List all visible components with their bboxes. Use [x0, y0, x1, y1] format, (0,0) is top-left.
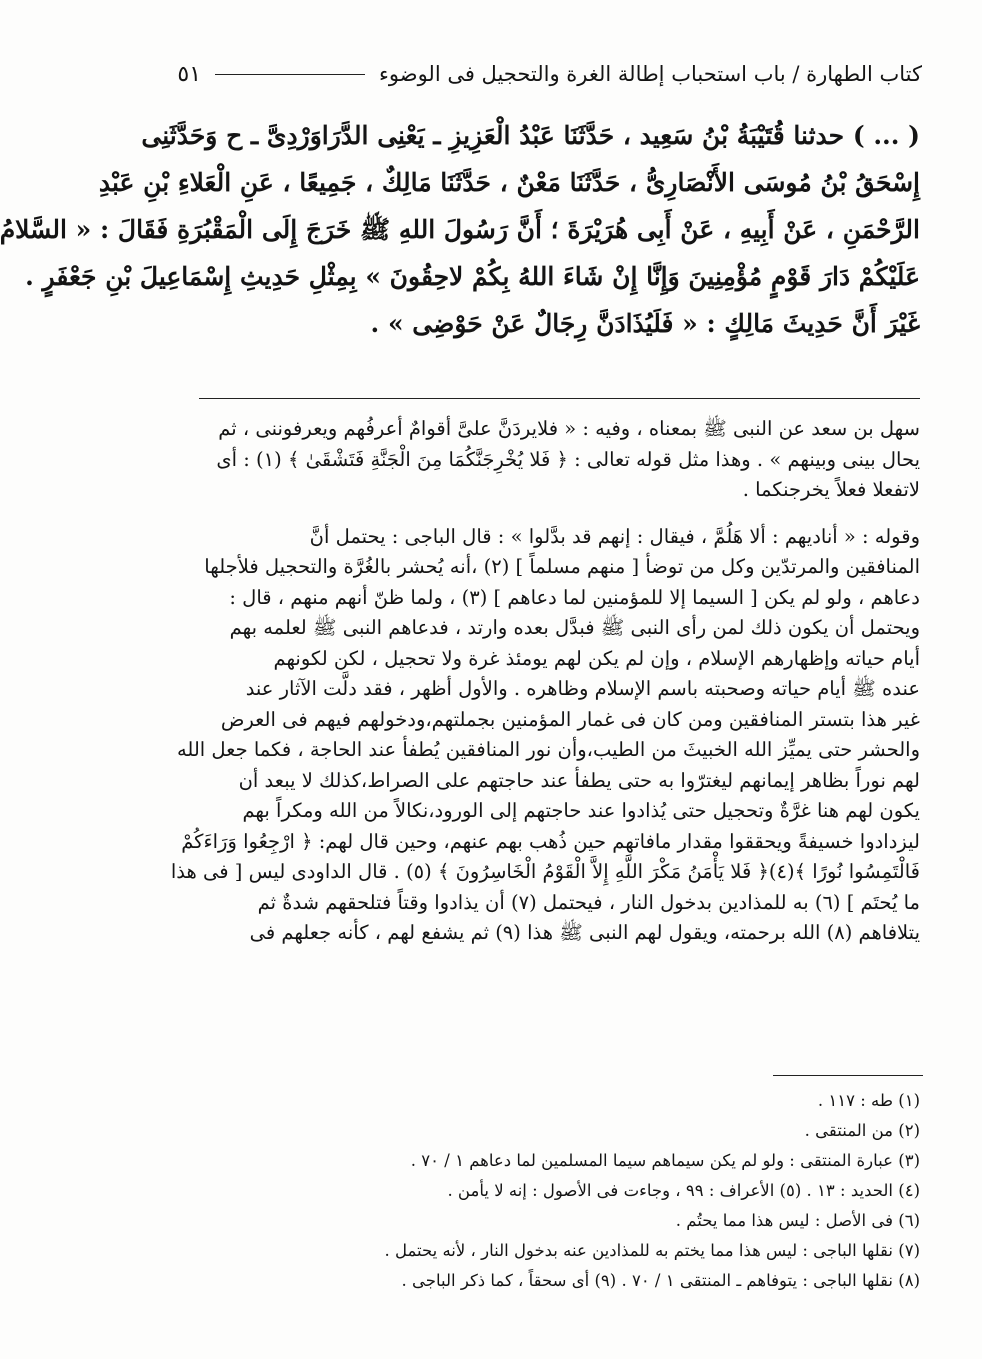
hadith-line: الرَّحْمَنِ ، عَنْ أَبِيهِ ، عَنْ أَبِى هُرَيْرَةَ ؛ أَنَّ رَسُولَ اللهِ ﷺ خَرَجَ إِلَى الْمَقْبُرَةِ فَقَالَ : « السَّلامُ — [0, 215, 920, 244]
footnote: (٧) نقلها الباجى : ليس هذا مما يختم به للمذادين عنه بدخول النار ، لأنه يحتمل . — [384, 1241, 920, 1260]
commentary-line: يتلافاهم (٨) الله برحمته، ويقول لهم النبى ﷺ هذا (٩) ثم يشفع لهم ، كأنه جعلهم فى — [249, 921, 920, 944]
footnote: (٦) فى الأصل : ليس هذا مما يحتُم . — [675, 1211, 920, 1230]
hadith-line: غَيْرَ أَنَّ حَدِيثَ مَالِكٍ : « فَلَيُذَادَنَّ رِجَالٌ عَنْ حَوْضِى » . — [370, 309, 920, 338]
commentary-line: دعاهم ، ولو لم يكن [ السيما إلا للمؤمنين لما دعاهم ] (٣) ، ولما ظنّ أنهم منهم ، قال : — [229, 585, 920, 609]
commentary-line: لاتفعلا فعلاً يخرجنكما . — [742, 478, 920, 501]
commentary-line: والحشر حتى يميِّز الله الخبيثَ من الطيب،وأن نور المنافقين يُطفأ عند الحاجة ، فكما جعل الله — [176, 738, 920, 761]
hadith-line: ( ... ) حدثنا قُتَيْبَةُ بْنُ سَعِيد ، حَدَّثَنَا عَبْدُ الْعَزِيزِ ـ يَعْنِى الدَّرَاوَرْدِىَّ ـ ح وَحَدَّثَنِى — [141, 121, 920, 150]
commentary-line: يحال بينى وبينهم » . وهذا مثل قوله تعالى : ﴿ فَلا يُخْرِجَنَّكُمَا مِنَ الْجَنَّةِ فَتَشْقَىٰ ﴾ (١) : أى — [216, 447, 920, 471]
commentary-line: غير هذا بتستر المنافقين ومن كان فى غمار المؤمنين بجملتهم،ودخولهم فيهم فى العرض — [220, 707, 920, 731]
commentary-line: ويحتمل أن يكون ذلك لمن رأى النبى ﷺ فبدَّل بعده وارتد ، فدعاهم النبى ﷺ لعلمه بهم — [229, 616, 920, 639]
running-head — [177, 58, 922, 90]
commentary-line: ليزدادوا خسيفةً ويحققوا مقدار مافاتهم حين ذُهب بهم عنهم، وحين قال لهم: ﴿ ارْجِعُوا وَرَاءَكُمْ — [181, 829, 920, 853]
running-head-rule — [215, 74, 365, 75]
commentary-line: ما يُحتَم ] (٦) به للمذادين بدخول النار ، فيحتمل (٧) أن يذادوا وقتاً فتلحقهم شدةٌ ثم — [257, 890, 920, 914]
commentary-line: يكون لهم هنا غرَّةٌ وتحجيل حتى يُذادوا عند حاجتهم إلى الورود،نكالاً من الله ومكراً بهم — [242, 799, 920, 822]
commentary-line: لهم نوراً بظاهر إيمانهم ليغترّوا به حتى يطفأ عند حاجتهم على الصراط،كذلك لا يبعد أن — [238, 768, 920, 792]
running-head-title: كتاب الطهارة / باب استحباب إطالة الغرة والتحجيل فى الوضوء — [379, 62, 922, 86]
footnote-rule — [773, 1075, 923, 1076]
footnote: (١) طه : ١١٧ . — [817, 1091, 920, 1110]
commentary-text — [170, 414, 920, 949]
commentary-line: أيام حياته وإظهارهم الإسلام ، وإن لم يكن لهم يومئذ غرة ولا تحجيل ، لكن لكونهم — [273, 646, 920, 670]
commentary-line: عنده ﷺ أيام حياته وصحبته باسم الإسلام وظاهره . والأول أظهر ، فقد دلَّت الآثار عند — [245, 677, 920, 700]
footnote: (٢) من المنتقى . — [804, 1121, 920, 1140]
page-number: ٥١ — [177, 61, 202, 87]
footnote: (٨) نقلها الباجى : يتوفاهم ـ المنتقى ١ / ٧٠ . (٩) أى سحقاً ، كما ذكر الباجى . — [401, 1271, 920, 1290]
footnotes — [171, 1086, 920, 1296]
hadith-line: إِسْحَقُ بْنُ مُوسَى الأَنْصَارِىُّ ، حَدَّثَنَا مَعْنٌ ، حَدَّثَنَا مَالِكٌ ، جَمِيعًا ، عَنِ الْعَلاءِ بْنِ عَبْدِ — [98, 168, 920, 197]
footnote: (٤) الحديد : ١٣ . (٥) الأعراف : ٩٩ ، وجاءت فى الأصول : إنه لا يأمن . — [447, 1181, 920, 1200]
commentary-line: المنافقين والمرتدّين وكل من توضأ [ منهم مسلماً ] (٢) ،أنه يُحشر بالغُرَّة والتحجيل فلأجلها — [204, 555, 920, 578]
commentary-line: سهل بن سعد عن النبى ﷺ بمعناه ، وفيه : « فلايردَنَّ علىَّ أقوامٌ أعرفُهم ويعرفوننى ، ثم — [218, 417, 920, 440]
commentary-line: وقوله : « أناديهم : ألا هَلُمَّ ، فيقال : إنهم قد بدَّلوا » : قال الباجى : يحتمل أنَّ — [309, 524, 920, 548]
footnote: (٣) عبارة المنتقى : ولو لم يكن سيماهم سيما المسلمين لما دعاهم ١ / ٧٠ . — [410, 1151, 920, 1170]
commentary-line: فَالْتَمِسُوا نُورًا ﴾(٤)﴿ فَلا يَأْمَنُ مَكْرَ اللَّهِ إِلاَّ الْقَوْمُ الْخَاسِرُونَ ﴾ (٥) . قال الداودى ليس [ فى هذا — [170, 860, 920, 883]
paragraph-gap — [183, 506, 920, 522]
hadith-text — [0, 112, 920, 347]
section-divider — [199, 398, 920, 399]
hadith-line: عَلَيْكُمْ دَارَ قَوْمٍ مُؤْمِنِينَ وَإِنَّا إِنْ شَاءَ اللهُ بِكُمْ لاحِقُونَ » بِمِثْلِ حَدِيثِ إِسْمَاعِيلَ بْنِ جَعْفَرٍ . — [25, 262, 920, 291]
